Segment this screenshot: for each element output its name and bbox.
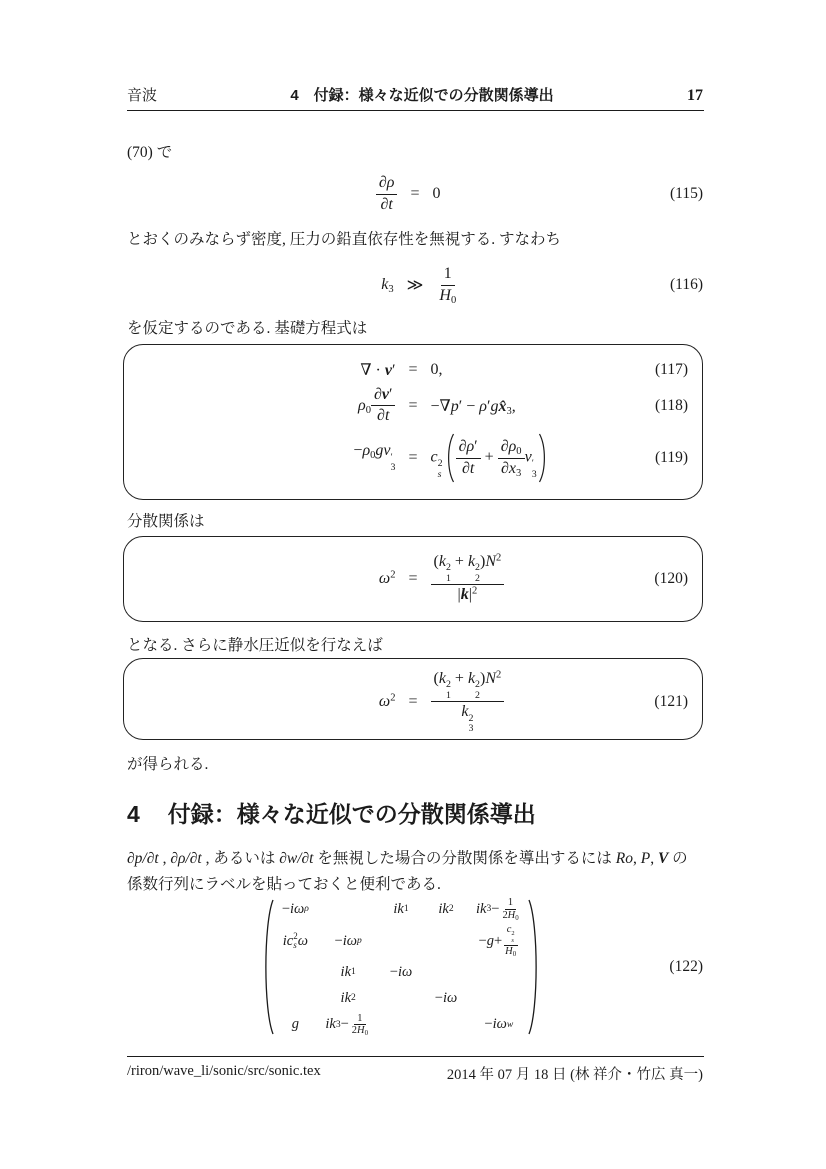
matrix-cell xyxy=(386,987,416,1010)
paragraph-assume: を仮定するのである. 基礎方程式は xyxy=(127,320,368,337)
matrix-cell xyxy=(484,961,514,984)
coefficient-matrix xyxy=(259,897,542,1037)
equation-number: (122) xyxy=(669,958,703,975)
matrix-cell: g xyxy=(291,1016,299,1033)
equation-number: (121) xyxy=(654,692,688,710)
matrix-cell: − g + c 2 s $H_0$ xyxy=(478,924,517,958)
eq115-rhs: 0 xyxy=(432,185,441,202)
eq115-lhs: $\frac{\partial\rho}{\partial t}$ xyxy=(376,173,398,216)
matrix-cell xyxy=(386,1013,416,1036)
matrix-cell: − iω w xyxy=(484,1016,514,1033)
matrix-cell: − iω xyxy=(389,963,413,980)
eq121-rhs: (k 2 1 + k 2 2 )$N^2$ k 2 3 xyxy=(431,669,505,735)
equation-number: (120) xyxy=(654,570,688,587)
eq121-relation: = xyxy=(408,692,418,710)
matrix-cell: − iω p xyxy=(334,932,362,949)
paragraph-obtained: が得られる. xyxy=(127,756,209,773)
footer-source-path: /riron/wave_li/sonic/src/sonic.tex xyxy=(127,1063,321,1079)
paragraph-70: (70) で xyxy=(127,144,173,161)
page-header xyxy=(127,84,703,105)
equation-122 xyxy=(127,897,703,1037)
matrix-cell xyxy=(280,961,310,984)
matrix-left-paren-icon xyxy=(259,898,275,1036)
matrix-cell: ik 3 − 1 $2H_0$ xyxy=(476,897,519,922)
header-rule xyxy=(127,110,704,111)
equation-115 xyxy=(127,166,703,222)
eq117-relation: = xyxy=(408,360,418,378)
eq116-lhs: $k_3$ xyxy=(381,276,394,295)
eq120-relation: = xyxy=(408,570,418,587)
eq116-rhs: $\frac{1}{H_0}$ xyxy=(439,264,457,306)
eq118-relation: = xyxy=(408,396,418,414)
matrix-cell xyxy=(280,987,310,1010)
matrix-cell xyxy=(431,930,461,953)
matrix-cell xyxy=(386,930,416,953)
matrix-cell xyxy=(484,987,514,1010)
footer-rule xyxy=(127,1056,704,1057)
eq116-relation: ≫ xyxy=(406,277,424,294)
equation-120 xyxy=(138,552,688,606)
paragraph-hydrostatic: となる. さらに静水圧近似を行なえば xyxy=(127,637,383,654)
equation-number: (115) xyxy=(670,185,703,202)
paragraph-dispersion: 分散関係は xyxy=(127,513,205,530)
footer-date-authors: 2014 年 07 月 18 日 (林 祥介・竹広 真一) xyxy=(446,1067,703,1083)
equation-box-fundamental xyxy=(123,344,703,500)
doc-title: 音波 xyxy=(127,87,158,104)
matrix-cell: ik 3 − 1 $2H_0$ xyxy=(325,1012,368,1038)
section-heading xyxy=(127,796,703,829)
matrix-cell xyxy=(333,898,363,921)
equation-117 xyxy=(138,360,688,380)
eq119-lhs: $-\rho_0gv$ ′ 3 xyxy=(353,442,396,474)
eq117-lhs: ∇ · v′ xyxy=(360,361,396,379)
page-number: 17 xyxy=(687,87,703,104)
matrix-cell: ik 2 xyxy=(340,989,356,1006)
eq119-relation: = xyxy=(408,449,418,467)
matrix-cell xyxy=(431,1013,461,1036)
equation-116 xyxy=(127,256,703,314)
matrix-cell: ic 2 s ω xyxy=(282,930,308,950)
matrix-cell xyxy=(431,961,461,984)
matrix-cell: − iω ρ xyxy=(281,900,309,917)
equation-number: (119) xyxy=(655,449,688,467)
running-head: 4 付録：様々な近似での分散関係導出 xyxy=(290,87,554,104)
eq118-rhs: $-\nabla p' - \rho'gx̂_3$, xyxy=(430,397,516,417)
eq121-lhs: $\omega^2$ xyxy=(378,692,396,710)
paragraph-appendix-intro: ∂p/∂t , ∂ρ/∂t , あるいは ∂w/∂t を無視した場合の分散関係を導出するには Ro, P, V の係数行列にラベルを貼っておくと便利である. xyxy=(127,850,688,894)
section-number: 4 xyxy=(127,801,140,827)
matrix-cell: ik 1 xyxy=(393,900,409,917)
equation-number: (116) xyxy=(670,276,703,293)
eq118-lhs: $\rho_0$ $\frac{\partial v'}{\partial t}$ xyxy=(358,385,395,428)
equation-121 xyxy=(138,669,688,735)
equation-number: (117) xyxy=(655,360,688,378)
equation-118 xyxy=(138,385,688,428)
equation-box-120 xyxy=(123,536,703,622)
eq120-rhs: (k 2 1 + k 2 2 )$N^2$ $|k|^2$ xyxy=(431,552,505,606)
eq120-lhs: $\omega^2$ xyxy=(378,569,396,587)
page-footer xyxy=(127,1063,703,1084)
eq119-rhs: c 2 s $\frac{\partial\rho'}{\partial t}$ + $\frac{\partial\rho_0}{\partial x_3}$ v ′ 3 xyxy=(431,432,550,484)
matrix-cell: ik 2 xyxy=(438,900,454,917)
matrix-cell: ik 1 xyxy=(340,963,356,980)
equation-119 xyxy=(138,432,688,484)
matrix-right-paren-icon xyxy=(527,898,543,1036)
equation-number: (118) xyxy=(655,396,688,414)
eq117-rhs: 0, xyxy=(430,360,443,378)
equation-box-121 xyxy=(123,658,703,740)
eq115-relation: = xyxy=(410,185,420,202)
matrix-grid xyxy=(280,897,521,1037)
matrix-cell: − iω xyxy=(434,989,458,1006)
section-title: 付録：様々な近似での分散関係導出 xyxy=(167,801,536,827)
paragraph-density: とおくのみならず密度, 圧力の鉛直依存性を無視する. すなわち xyxy=(127,231,562,248)
